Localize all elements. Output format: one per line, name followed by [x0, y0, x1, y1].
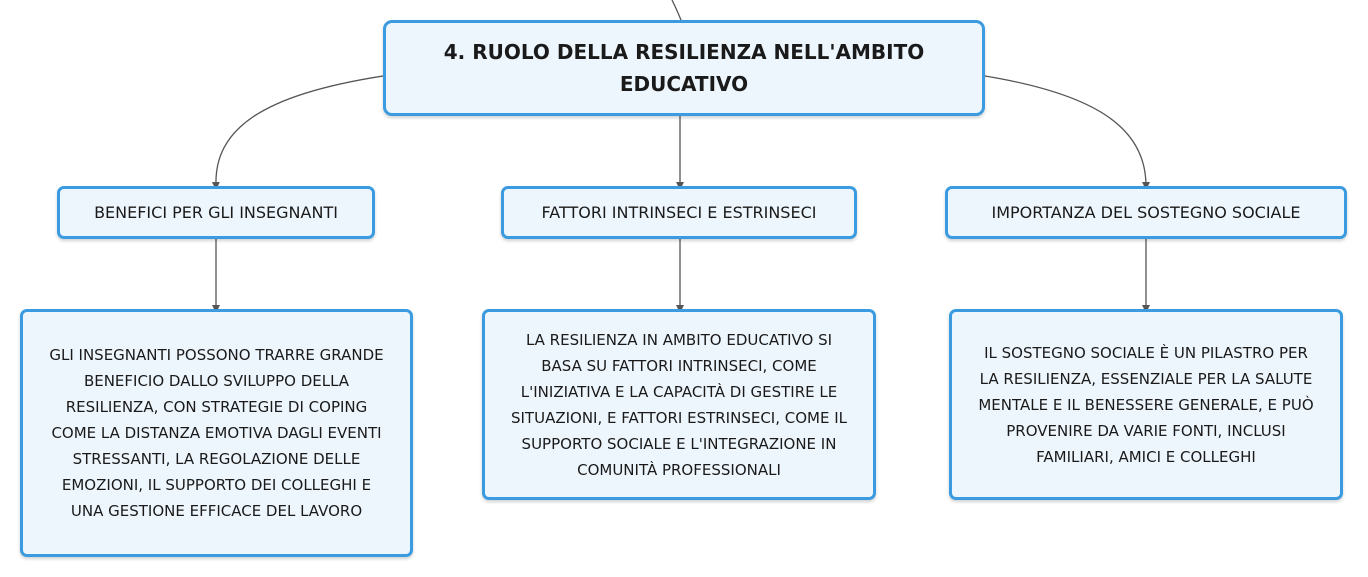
- subtopic-benefici-node[interactable]: [57, 186, 375, 239]
- detail-benefici-text: GLI INSEGNANTI POSSONO TRARRE GRANDE BENEFICIO DALLO SVILUPPO DELLA RESILIENZA, CON STRATEGIE DI COPING COME LA DISTANZA EMOTIVA DAGLI EVENTI STRESSANTI, LA REGOLAZIONE DELLE EMOZIONI, IL SUPPORTO DEI COLLEGHI E UNA GESTIONE EFFICACE DEL LAVORO: [49, 346, 384, 520]
- root-topic-node[interactable]: [383, 20, 985, 116]
- detail-fattori-node[interactable]: [482, 309, 876, 500]
- connector-incoming: [672, 0, 681, 20]
- root-topic-title: 4. RUOLO DELLA RESILIENZA NELL'AMBITO EDUCATIVO: [443, 40, 925, 96]
- subtopic-sostegno-node[interactable]: [945, 186, 1347, 239]
- subtopic-sostegno-label: IMPORTANZA DEL SOSTEGNO SOCIALE: [991, 203, 1301, 222]
- subtopic-fattori-node[interactable]: [501, 186, 857, 239]
- subtopic-fattori-label: FATTORI INTRINSECI E ESTRINSECI: [541, 203, 817, 222]
- detail-sostegno-text: IL SOSTEGNO SOCIALE È UN PILASTRO PER LA RESILIENZA, ESSENZIALE PER LA SALUTE MENTALE E IL BENESSERE GENERALE, E PUÒ PROVENIRE DA VARIE FONTI, INCLUSI FAMILIARI, AMICI E COLLEGHI: [978, 343, 1314, 466]
- connector-root-to-benefici: [216, 76, 383, 186]
- detail-sostegno-node[interactable]: [949, 309, 1343, 500]
- connector-root-to-sostegno: [985, 76, 1146, 186]
- detail-benefici-node[interactable]: [20, 309, 413, 557]
- subtopic-benefici-label: BENEFICI PER GLI INSEGNANTI: [94, 203, 338, 222]
- detail-fattori-text: LA RESILIENZA IN AMBITO EDUCATIVO SI BASA SU FATTORI INTRINSECI, COME L'INIZIATIVA E LA CAPACITÀ DI GESTIRE LE SITUAZIONI, E FATTORI ESTRINSECI, COME IL SUPPORTO SOCIALE E L'INTEGRAZIONE IN COMUNITÀ PROFESSIONALI: [510, 330, 848, 479]
